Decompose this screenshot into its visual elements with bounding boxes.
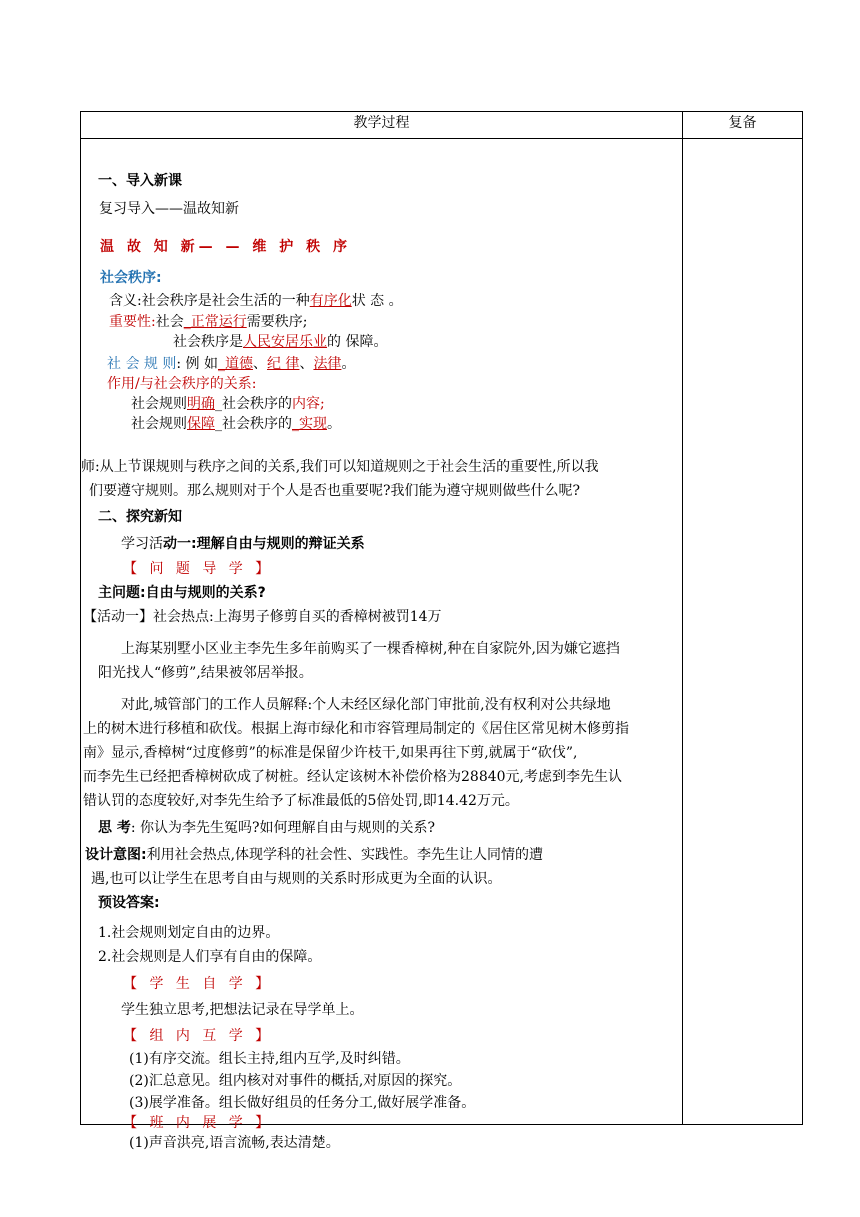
hot-topic-line (83, 608, 442, 626)
meaning-answer: 有序化 (309, 293, 352, 309)
activity-1-prefix: 学习活 (121, 536, 163, 552)
meaning-text: 含义:社会秩序是社会生活的一种 (109, 293, 310, 309)
tag-guided-questions: 【 问 题 导 学 】 (123, 561, 274, 577)
design-line-2: 遇,也可以让学生在思考自由与规则的关系时形成更为全面的认识。 (91, 871, 502, 887)
rule-law: 法律 (313, 356, 342, 372)
importance-text: 社会 (155, 314, 184, 330)
group-step-2: (2)汇总意见。组内核对对事件的概括,对原因的探究。 (129, 1073, 462, 1089)
group-step-1: (1)有序交流。组长主持,组内互学,及时纠错。 (129, 1051, 410, 1067)
rules-sep-2: 、 (299, 356, 314, 372)
activity-1-line (121, 535, 365, 553)
social-order-heading: 社会秩序: (100, 270, 162, 286)
story-2-line-2: 上的树木进行移植和砍伐。根据上海市绿化和市容管理局制定的《居住区常见树木修剪指 (83, 721, 629, 737)
rules-example: : 例 如 (176, 356, 218, 372)
story-2-line-4: 而李先生已经把香樟树砍成了树桩。经认定该树木补偿价格为28840元,考虑到李先生认 (83, 769, 622, 785)
review-title-text: 温 故 知 新— — 维 护 秩 序 (100, 239, 351, 255)
story-1-line-2: 阳光找人“修剪”,结果被邻居举报。 (98, 665, 313, 681)
think-label: 思 考 (98, 820, 131, 836)
class-step-1: (1)声音洪亮,语言流畅,表达清楚。 (129, 1135, 340, 1151)
answer-1: 1.社会规则划定自由的边界。 (98, 925, 280, 941)
rules-sep-1: 、 (252, 356, 267, 372)
rule-morality: _道德 (217, 356, 253, 372)
activity-1-title: 动一:理解自由与规则的辩证关系 (163, 536, 365, 552)
header-prep: 复备 (683, 112, 803, 139)
story-2-line-1: 对此,城管部门的工作人员解释:个人未经区绿化部门审批前,没有权利对公共绿地 (121, 697, 611, 713)
section-2-title: 二、探究新知 (98, 509, 182, 525)
activity-1-tag: 【活动一】 (83, 609, 153, 625)
story-2-line-5: 错认罚的态度较好,对李先生给予了标准最低的5倍处罚,即14.42万元。 (83, 793, 519, 809)
meaning-line (109, 292, 403, 310)
importance2-answer: 人民安居乐业 (243, 334, 327, 350)
social-rules-label: 社 会 规 则 (107, 356, 177, 372)
review-intro: 复习导入——温故知新 (99, 201, 239, 217)
meaning-end: 状 态 。 (351, 293, 403, 309)
role1-answer: 明确 (187, 396, 215, 412)
social-rules-line (107, 355, 355, 373)
table-header-row (81, 112, 803, 139)
main-question: 主问题:自由与规则的关系? (98, 585, 266, 601)
tag-class-presentation: 【 班 内 展 学 】 (123, 1115, 274, 1131)
lesson-table (80, 111, 803, 1151)
importance2-end: 的 保障。 (327, 334, 388, 350)
review-title (100, 238, 351, 256)
header-teaching-process: 教学过程 (81, 112, 683, 139)
preset-answers-heading: 预设答案: (98, 895, 160, 911)
teaching-process-cell (81, 139, 683, 1151)
think-line (98, 819, 435, 837)
rule-discipline: 纪 律 (266, 356, 300, 372)
role2-text: 社会规则 (131, 416, 187, 432)
importance-end: 需要秩序; (246, 314, 308, 330)
importance-line (109, 313, 307, 331)
hot-topic-text: 社会热点:上海男子修剪自买的香樟树被罚14万 (153, 609, 442, 625)
role1-answer-2: 内容; (292, 396, 325, 412)
think-text: : 你认为李先生冤吗?如何理解自由与规则的关系? (130, 820, 436, 836)
design-text-1: 利用社会热点,体现学科的社会性、实践性。李先生让人同情的遭 (146, 847, 544, 863)
story-1-line-1: 上海某别墅小区业主李先生多年前购买了一棵香樟树,种在自家院外,因为嫌它遮挡 (121, 641, 620, 657)
tag-self-study: 【 学 生 自 学 】 (123, 976, 274, 992)
importance-label: 重要性: (109, 314, 156, 330)
rules-end: 。 (341, 356, 356, 372)
teacher-line-1: 师:从上节课规则与秩序之间的关系,我们可以知道规则之于社会生活的重要性,所以我 (81, 459, 599, 475)
section-1-title: 一、导入新课 (98, 173, 182, 189)
role1-mid: _社会秩序的 (215, 396, 292, 412)
design-label: 设计意图: (85, 847, 147, 863)
role2-end: 。 (327, 416, 341, 432)
table-body-row (81, 139, 803, 1125)
role-heading: 作用/与社会秩序的关系: (107, 376, 257, 392)
role2-answer: 保障 (187, 416, 215, 432)
tag-group-study: 【 组 内 互 学 】 (123, 1028, 274, 1044)
role2-mid: _社会秩序的 (215, 416, 292, 432)
design-line-1 (85, 846, 543, 864)
role1-text: 社会规则 (131, 396, 187, 412)
importance-line-2 (173, 333, 387, 351)
role-line-2 (131, 415, 341, 433)
importance-answer: _正常运行 (183, 314, 247, 330)
group-step-3: (3)展学准备。组长做好组员的任务分工,做好展学准备。 (129, 1095, 476, 1111)
teacher-line-2: 们要遵守规则。那么规则对于个人是否也重要呢?我们能为遵守规则做些什么呢? (89, 483, 581, 499)
role-line-1 (131, 395, 325, 413)
story-2-line-3: 南》显示,香樟树“过度修剪”的标准是保留少许枝干,如果再往下剪,就属于“砍伐”, (83, 745, 578, 761)
prep-notes-cell (683, 139, 803, 1125)
answer-2: 2.社会规则是人们享有自由的保障。 (98, 949, 322, 965)
role2-answer-2: _实现 (292, 416, 327, 432)
importance2-text: 社会秩序是 (173, 334, 243, 350)
self-study-text: 学生独立思考,把想法记录在导学单上。 (121, 1002, 364, 1018)
